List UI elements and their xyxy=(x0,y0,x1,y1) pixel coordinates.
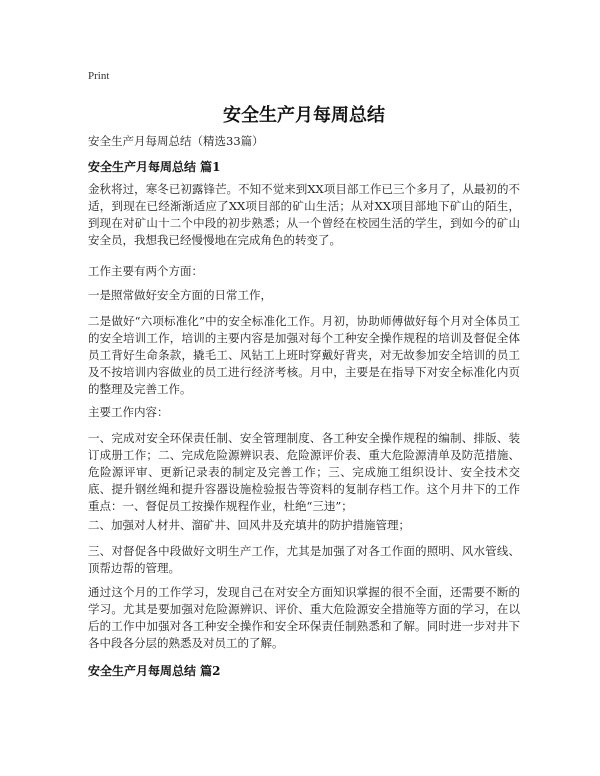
page-title: 安全生产月每周总结 xyxy=(223,105,385,126)
section-heading-1: 安全生产月每周总结 篇1 xyxy=(88,160,221,174)
document-subtitle: 安全生产月每周总结（精选33篇） xyxy=(88,134,264,148)
paragraph-work-aspects: 工作主要有两个方面： xyxy=(88,264,203,278)
paragraph-aspect-two: 二是做好“六项标准化”中的安全标准化工作。月初，协助师傅做好每个月对全体员工的安全培训工作，培训的主要内容是加强对每个工种安全操作规程的培训及督促全体员工背好生命条款，撬毛工、风钻工上班时穿戴好背夹，对无故参加安全培训的员工及不按培训内容做业的员工进行经济考核。月中，主要是在指导下对安全标准化内页的整理及完善工作。 xyxy=(88,314,520,396)
paragraph-conclusion: 通过这个月的工作学习，发现自己在对安全方面知识掌握的很不全面，还需要不断的学习。尤其是要加强对危险源辨识、评价、重大危险源安全措施等方面的学习，在以后的工作中加强对各工种安全操作和安全环保责任制熟悉和了解。同时进一步对井下各中段各分层的熟悉及对员工的了解。 xyxy=(88,585,520,650)
paragraph-intro: 金秋将过，寒冬已初露锋芒。不知不觉来到XX项目部工作已三个多月了，从最初的不适，到现在已经渐渐适应了XX项目部的矿山生活；从对XX项目部地下矿山的陌生，到现在对矿山十二个中段的初步熟悉；从一个曾经在校园生活的学生，到如今的矿山安全员，我想我已经慢慢地在完成角色的转变了。 xyxy=(88,182,520,247)
section-heading-2: 安全生产月每周总结 篇2 xyxy=(88,664,221,678)
print-link[interactable]: Print xyxy=(88,70,110,82)
paragraph-aspect-one: 一是照常做好安全方面的日常工作， xyxy=(88,288,272,302)
paragraph-civilized-production: 三、对督促各中段做好文明生产工作，尤其是加强了对各工作面的照明、风水管线、顶帮边帮的管理。 xyxy=(88,544,520,575)
paragraph-main-content-label: 主要工作内容： xyxy=(88,405,169,419)
paragraph-shaft-protection: 二、加强对人材井、溜矿井、回风井及充填井的防护措施管理； xyxy=(88,518,410,532)
paragraph-main-content: 一、完成对安全环保责任制、安全管理制度、各工种安全操作规程的编制、排版、装订成册工作；二、完成危险源辨识表、危险源评价表、重大危险源清单及防范措施、危险源评审、更新记录表的制定及完善工作；三、完成施工组织设计、安全技术交底、提升钢丝绳和提升容器设施检验报告等资料的复制存档工作。这个月井下的工作重点：一、督促员工按操作规程作业，杜绝“三违”； xyxy=(88,431,520,513)
